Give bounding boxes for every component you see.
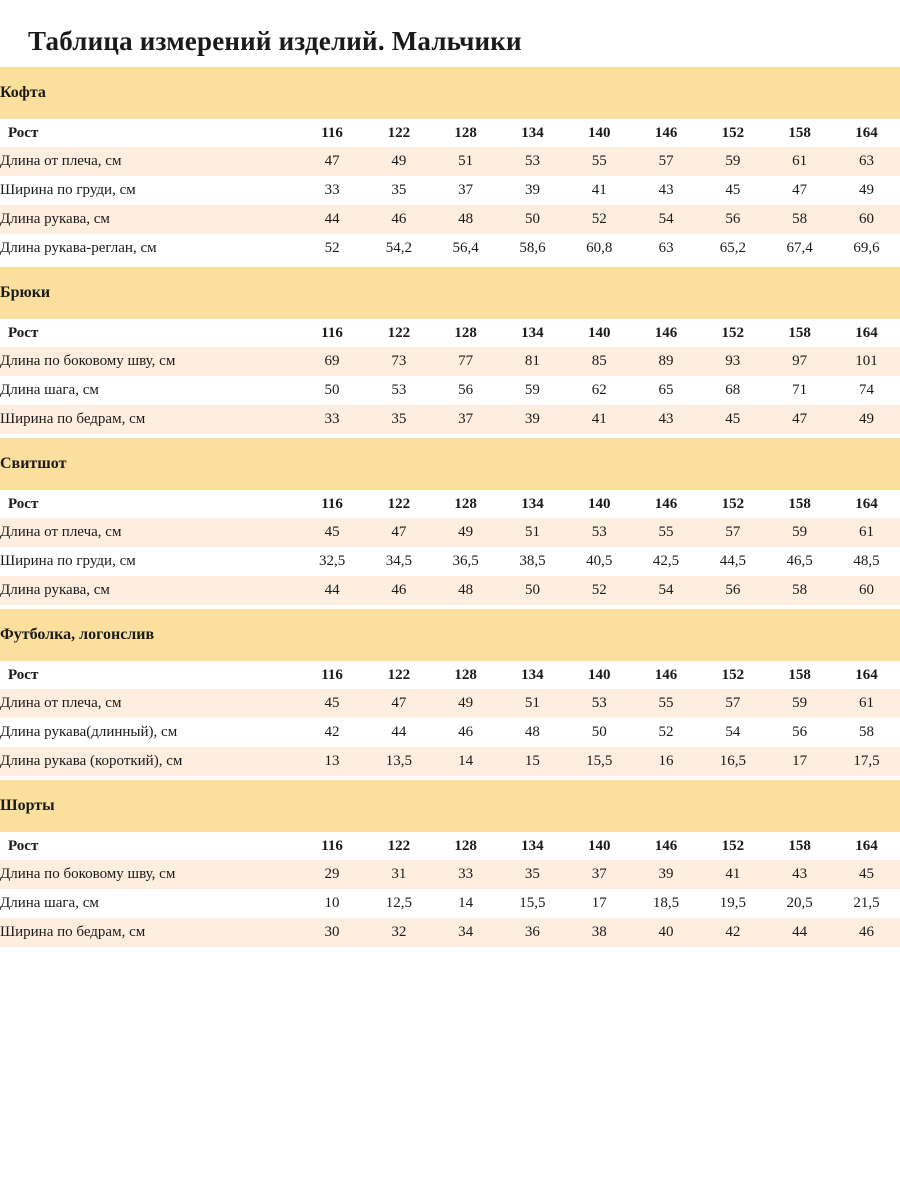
- measurement-value: 63: [833, 147, 900, 176]
- size-header-cell: 146: [633, 319, 700, 347]
- measurement-value: 37: [566, 860, 633, 889]
- measurement-value: 34: [432, 918, 499, 947]
- size-header-cell: 122: [365, 832, 432, 860]
- section-spacer: [0, 947, 900, 951]
- measurement-value: 37: [432, 176, 499, 205]
- measurement-value: 50: [499, 205, 566, 234]
- measurement-value: 54: [633, 205, 700, 234]
- measurement-value: 47: [766, 176, 833, 205]
- measurement-value: 89: [633, 347, 700, 376]
- size-header-cell: 128: [432, 661, 499, 689]
- measurement-value: 17: [566, 889, 633, 918]
- measurement-value: 40: [633, 918, 700, 947]
- measurement-value: 19,5: [699, 889, 766, 918]
- measurement-value: 56,4: [432, 234, 499, 263]
- measurement-label: Длина от плеча, см: [0, 689, 299, 718]
- size-header-cell: 146: [633, 119, 700, 147]
- table-row: [0, 889, 900, 918]
- section-heading: Брюки: [0, 267, 900, 319]
- measurement-label: Длина рукава, см: [0, 576, 299, 605]
- measurement-value: 59: [766, 689, 833, 718]
- measurement-value: 21,5: [833, 889, 900, 918]
- measurement-value: 58: [766, 205, 833, 234]
- size-header-cell: 152: [699, 319, 766, 347]
- measurement-value: 38: [566, 918, 633, 947]
- size-header-cell: 134: [499, 661, 566, 689]
- measurement-value: 53: [365, 376, 432, 405]
- measurement-value: 57: [633, 147, 700, 176]
- size-header-cell: 140: [566, 490, 633, 518]
- measurement-value: 29: [299, 860, 366, 889]
- measurement-label: Длина рукава-реглан, см: [0, 234, 299, 263]
- measurement-value: 74: [833, 376, 900, 405]
- size-header-cell: 152: [699, 832, 766, 860]
- measurement-value: 55: [633, 518, 700, 547]
- table-row: [0, 518, 900, 547]
- column-header-label: Рост: [0, 832, 299, 860]
- size-header-cell: 158: [766, 490, 833, 518]
- table-header-row: [0, 661, 900, 689]
- measurement-label: Длина рукава(длинный), см: [0, 718, 299, 747]
- measurement-value: 48: [432, 205, 499, 234]
- measurement-value: 52: [299, 234, 366, 263]
- measurement-value: 85: [566, 347, 633, 376]
- measurement-value: 39: [499, 405, 566, 434]
- measurement-value: 54: [699, 718, 766, 747]
- measurement-value: 68: [699, 376, 766, 405]
- measurement-label: Ширина по груди, см: [0, 547, 299, 576]
- measurement-value: 55: [566, 147, 633, 176]
- measurement-value: 48: [432, 576, 499, 605]
- section-heading-row: [0, 609, 900, 661]
- measurement-value: 20,5: [766, 889, 833, 918]
- measurement-value: 41: [699, 860, 766, 889]
- measurement-value: 41: [566, 405, 633, 434]
- size-header-cell: 152: [699, 661, 766, 689]
- measurement-value: 13: [299, 747, 366, 776]
- measurement-label: Длина по боковому шву, см: [0, 860, 299, 889]
- size-header-cell: 128: [432, 119, 499, 147]
- measurement-value: 58: [766, 576, 833, 605]
- measurement-value: 54,2: [365, 234, 432, 263]
- size-header-cell: 158: [766, 832, 833, 860]
- measurement-value: 56: [699, 205, 766, 234]
- table-row: [0, 405, 900, 434]
- measurement-label: Длина от плеча, см: [0, 518, 299, 547]
- measurement-value: 41: [566, 176, 633, 205]
- measurement-value: 59: [499, 376, 566, 405]
- size-header-cell: 128: [432, 490, 499, 518]
- measurement-value: 36,5: [432, 547, 499, 576]
- table-row: [0, 747, 900, 776]
- measurement-value: 42: [699, 918, 766, 947]
- size-header-cell: 122: [365, 490, 432, 518]
- measurement-value: 56: [766, 718, 833, 747]
- measurement-label: Длина от плеча, см: [0, 147, 299, 176]
- size-header-cell: 146: [633, 490, 700, 518]
- measurement-value: 49: [432, 689, 499, 718]
- measurement-value: 15,5: [566, 747, 633, 776]
- measurement-value: 45: [699, 405, 766, 434]
- measurement-value: 69,6: [833, 234, 900, 263]
- measurement-value: 59: [699, 147, 766, 176]
- measurement-value: 52: [566, 205, 633, 234]
- measurement-value: 46: [432, 718, 499, 747]
- section-heading-row: [0, 267, 900, 319]
- measurement-value: 35: [499, 860, 566, 889]
- measurement-value: 47: [365, 518, 432, 547]
- measurement-value: 12,5: [365, 889, 432, 918]
- table-row: [0, 547, 900, 576]
- measurement-value: 33: [299, 405, 366, 434]
- measurement-label: Длина рукава, см: [0, 205, 299, 234]
- size-header-cell: 152: [699, 119, 766, 147]
- measurement-value: 60,8: [566, 234, 633, 263]
- measurement-value: 56: [432, 376, 499, 405]
- size-tables-container: [0, 67, 900, 951]
- measurement-value: 15,5: [499, 889, 566, 918]
- measurement-value: 35: [365, 176, 432, 205]
- measurement-value: 39: [633, 860, 700, 889]
- measurement-value: 81: [499, 347, 566, 376]
- measurement-value: 58,6: [499, 234, 566, 263]
- measurement-value: 49: [833, 405, 900, 434]
- measurement-value: 73: [365, 347, 432, 376]
- size-header-cell: 158: [766, 661, 833, 689]
- table-row: [0, 234, 900, 263]
- spacer-cell: [0, 947, 900, 951]
- size-header-cell: 122: [365, 119, 432, 147]
- measurement-value: 50: [566, 718, 633, 747]
- measurement-value: 14: [432, 889, 499, 918]
- size-header-cell: 164: [833, 832, 900, 860]
- section-heading-row: [0, 780, 900, 832]
- size-header-cell: 164: [833, 661, 900, 689]
- table-header-row: [0, 490, 900, 518]
- section-heading: Свитшот: [0, 438, 900, 490]
- measurement-value: 57: [699, 689, 766, 718]
- measurement-value: 43: [633, 405, 700, 434]
- measurement-value: 13,5: [365, 747, 432, 776]
- measurement-value: 17,5: [833, 747, 900, 776]
- table-row: [0, 176, 900, 205]
- size-header-cell: 146: [633, 661, 700, 689]
- measurement-value: 43: [766, 860, 833, 889]
- measurement-label: Длина по боковому шву, см: [0, 347, 299, 376]
- measurement-value: 61: [833, 689, 900, 718]
- measurement-value: 36: [499, 918, 566, 947]
- size-header-cell: 140: [566, 119, 633, 147]
- measurement-value: 62: [566, 376, 633, 405]
- measurement-value: 59: [766, 518, 833, 547]
- measurement-value: 17: [766, 747, 833, 776]
- size-header-cell: 116: [299, 490, 366, 518]
- measurement-value: 71: [766, 376, 833, 405]
- measurement-value: 40,5: [566, 547, 633, 576]
- measurement-value: 10: [299, 889, 366, 918]
- measurement-value: 46: [365, 205, 432, 234]
- measurement-value: 51: [499, 689, 566, 718]
- size-header-cell: 164: [833, 319, 900, 347]
- table-header-row: [0, 119, 900, 147]
- column-header-label: Рост: [0, 119, 299, 147]
- measurement-value: 49: [365, 147, 432, 176]
- size-header-cell: 116: [299, 319, 366, 347]
- size-header-cell: 122: [365, 319, 432, 347]
- measurement-value: 54: [633, 576, 700, 605]
- section-heading-row: [0, 438, 900, 490]
- measurement-value: 58: [833, 718, 900, 747]
- measurement-value: 51: [499, 518, 566, 547]
- size-table: [0, 267, 900, 438]
- table-header-row: [0, 832, 900, 860]
- size-header-cell: 116: [299, 119, 366, 147]
- measurement-value: 42,5: [633, 547, 700, 576]
- measurement-value: 15: [499, 747, 566, 776]
- measurement-value: 31: [365, 860, 432, 889]
- measurement-value: 49: [833, 176, 900, 205]
- table-row: [0, 860, 900, 889]
- size-table: [0, 780, 900, 951]
- measurement-value: 101: [833, 347, 900, 376]
- measurement-value: 67,4: [766, 234, 833, 263]
- measurement-value: 45: [299, 518, 366, 547]
- size-header-cell: 116: [299, 661, 366, 689]
- measurement-label: Ширина по груди, см: [0, 176, 299, 205]
- measurement-value: 45: [299, 689, 366, 718]
- section-heading: Футболка, логонслив: [0, 609, 900, 661]
- size-header-cell: 140: [566, 661, 633, 689]
- measurement-value: 60: [833, 576, 900, 605]
- measurement-value: 49: [432, 518, 499, 547]
- measurement-label: Ширина по бедрам, см: [0, 918, 299, 947]
- measurement-value: 46: [365, 576, 432, 605]
- measurement-value: 50: [299, 376, 366, 405]
- measurement-value: 44: [766, 918, 833, 947]
- measurement-value: 46: [833, 918, 900, 947]
- measurement-value: 47: [365, 689, 432, 718]
- measurement-value: 47: [766, 405, 833, 434]
- measurement-value: 37: [432, 405, 499, 434]
- measurement-value: 33: [299, 176, 366, 205]
- measurement-value: 32: [365, 918, 432, 947]
- column-header-label: Рост: [0, 319, 299, 347]
- size-header-cell: 164: [833, 490, 900, 518]
- measurement-value: 61: [766, 147, 833, 176]
- page-title: Таблица измерений изделий. Мальчики: [28, 26, 522, 56]
- measurement-value: 45: [699, 176, 766, 205]
- measurement-value: 57: [699, 518, 766, 547]
- measurement-value: 51: [432, 147, 499, 176]
- size-header-cell: 116: [299, 832, 366, 860]
- measurement-value: 43: [633, 176, 700, 205]
- section-heading: Шорты: [0, 780, 900, 832]
- measurement-value: 45: [833, 860, 900, 889]
- measurement-label: Ширина по бедрам, см: [0, 405, 299, 434]
- measurement-value: 46,5: [766, 547, 833, 576]
- size-header-cell: 158: [766, 119, 833, 147]
- size-header-cell: 152: [699, 490, 766, 518]
- size-table: [0, 609, 900, 780]
- size-header-cell: 146: [633, 832, 700, 860]
- measurement-value: 44: [299, 205, 366, 234]
- column-header-label: Рост: [0, 661, 299, 689]
- table-row: [0, 205, 900, 234]
- measurement-value: 60: [833, 205, 900, 234]
- measurement-value: 53: [566, 518, 633, 547]
- measurement-value: 93: [699, 347, 766, 376]
- measurement-value: 16: [633, 747, 700, 776]
- measurement-value: 47: [299, 147, 366, 176]
- size-header-cell: 134: [499, 319, 566, 347]
- measurement-value: 35: [365, 405, 432, 434]
- size-header-cell: 134: [499, 490, 566, 518]
- measurement-value: 52: [566, 576, 633, 605]
- measurement-value: 65,2: [699, 234, 766, 263]
- measurement-value: 63: [633, 234, 700, 263]
- table-row: [0, 689, 900, 718]
- measurement-value: 53: [499, 147, 566, 176]
- table-row: [0, 376, 900, 405]
- column-header-label: Рост: [0, 490, 299, 518]
- measurement-value: 55: [633, 689, 700, 718]
- size-table: [0, 438, 900, 609]
- measurement-value: 53: [566, 689, 633, 718]
- measurement-value: 16,5: [699, 747, 766, 776]
- measurement-value: 61: [833, 518, 900, 547]
- measurement-value: 77: [432, 347, 499, 376]
- table-row: [0, 147, 900, 176]
- measurement-value: 42: [299, 718, 366, 747]
- size-header-cell: 134: [499, 832, 566, 860]
- measurement-value: 34,5: [365, 547, 432, 576]
- measurement-value: 69: [299, 347, 366, 376]
- measurement-value: 48,5: [833, 547, 900, 576]
- size-header-cell: 158: [766, 319, 833, 347]
- table-header-row: [0, 319, 900, 347]
- measurement-value: 39: [499, 176, 566, 205]
- measurement-value: 65: [633, 376, 700, 405]
- size-table: [0, 67, 900, 267]
- measurement-value: 48: [499, 718, 566, 747]
- measurement-value: 50: [499, 576, 566, 605]
- measurement-value: 18,5: [633, 889, 700, 918]
- size-header-cell: 140: [566, 319, 633, 347]
- size-header-cell: 134: [499, 119, 566, 147]
- measurement-label: Длина рукава (короткий), см: [0, 747, 299, 776]
- size-header-cell: 164: [833, 119, 900, 147]
- table-row: [0, 347, 900, 376]
- measurement-label: Длина шага, см: [0, 376, 299, 405]
- table-row: [0, 918, 900, 947]
- size-header-cell: 140: [566, 832, 633, 860]
- size-header-cell: 128: [432, 832, 499, 860]
- measurement-value: 56: [699, 576, 766, 605]
- section-heading: Кофта: [0, 67, 900, 119]
- measurement-value: 97: [766, 347, 833, 376]
- measurement-value: 44: [299, 576, 366, 605]
- measurement-value: 33: [432, 860, 499, 889]
- measurement-value: 30: [299, 918, 366, 947]
- measurement-value: 52: [633, 718, 700, 747]
- size-header-cell: 128: [432, 319, 499, 347]
- measurement-value: 38,5: [499, 547, 566, 576]
- section-heading-row: [0, 67, 900, 119]
- measurement-value: 14: [432, 747, 499, 776]
- table-row: [0, 718, 900, 747]
- measurement-value: 44: [365, 718, 432, 747]
- measurement-value: 32,5: [299, 547, 366, 576]
- measurement-value: 44,5: [699, 547, 766, 576]
- table-row: [0, 576, 900, 605]
- size-header-cell: 122: [365, 661, 432, 689]
- measurement-label: Длина шага, см: [0, 889, 299, 918]
